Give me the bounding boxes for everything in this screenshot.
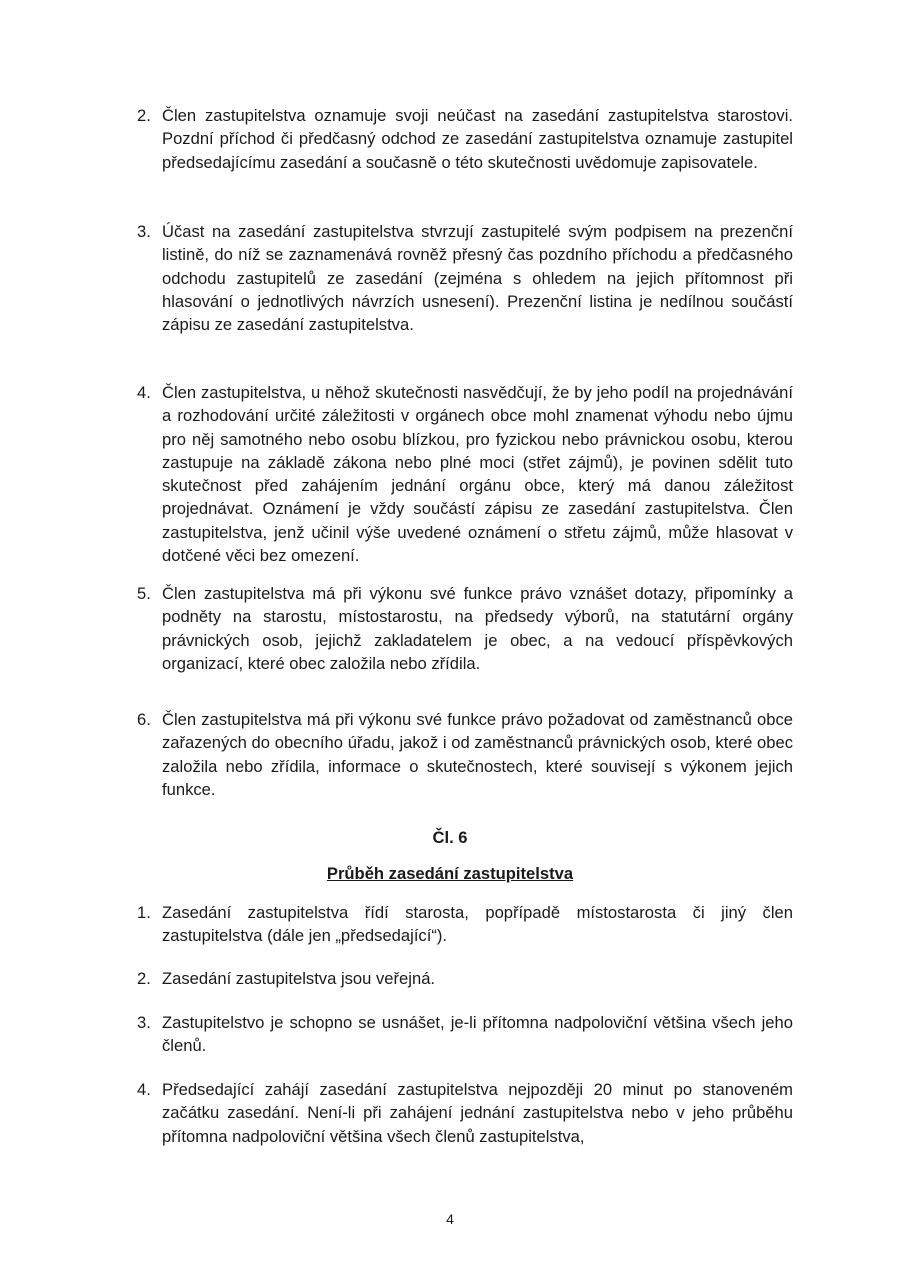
- list-item: [137, 1078, 793, 1148]
- list-item: [137, 967, 793, 990]
- list-item: [137, 708, 793, 801]
- item-number: 2.: [137, 106, 151, 125]
- list-item: [137, 220, 793, 336]
- list-item: [137, 104, 793, 174]
- item-text: Člen zastupitelstva má při výkonu své funkce právo požadovat od zaměstnanců obce zařazených do obecního úřadu, jakož i od zaměstnanců právnických osob, které obec založila nebo zřídila, informace o skutečnostech, které souvisejí s výkonem jejich funkce.: [162, 710, 793, 799]
- item-text: Předsedající zahájí zasedání zastupitelstva nejpozději 20 minut po stanoveném začátku zasedání. Není-li při zahájení jednání zastupitelstva nebo v jeho průběhu přítomna nadpoloviční většina všech členů zastupitelstva,: [162, 1080, 793, 1146]
- item-text: Zastupitelstvo je schopno se usnášet, je-li přítomna nadpoloviční většina všech jeho členů.: [162, 1013, 793, 1056]
- page-number: 4: [446, 1211, 454, 1227]
- list-item: [137, 901, 793, 948]
- item-text: Zasedání zastupitelstva řídí starosta, popřípadě místostarosta či jiný člen zastupitelstva (dále jen „předsedající“).: [162, 903, 793, 946]
- item-number: 5.: [137, 584, 151, 603]
- item-number: 3.: [137, 222, 151, 241]
- article-title-text: Průběh zasedání zastupitelstva: [326, 864, 574, 883]
- item-number: 6.: [137, 710, 151, 729]
- item-number: 2.: [137, 969, 151, 988]
- item-text: Člen zastupitelstva má při výkonu své funkce právo vznášet dotazy, připomínky a podněty na starostu, místostarostu, na předsedy výborů, na statutární orgány právnických osob, jejichž zakladatelem je obec, a na vedoucí příspěvkových organizací, které obec založila nebo zřídila.: [162, 584, 793, 673]
- item-number: 3.: [137, 1013, 151, 1032]
- item-number: 4.: [137, 383, 151, 402]
- list-item: [137, 1011, 793, 1058]
- item-number: 4.: [137, 1080, 151, 1099]
- item-text: Člen zastupitelstva oznamuje svoji neúčast na zasedání zastupitelstva starostovi. Pozdní příchod či předčasný odchod ze zasedání zastupitelstva oznamuje zastupitel předsedajícímu zasedání a současně o této skutečnosti uvědomuje zapisovatele.: [162, 106, 793, 172]
- item-text: Zasedání zastupitelstva jsou veřejná.: [162, 969, 436, 988]
- article-title: [0, 864, 900, 884]
- list-item: [137, 381, 793, 567]
- item-number: 1.: [137, 903, 151, 922]
- list-item: [137, 582, 793, 675]
- item-text: Člen zastupitelstva, u něhož skutečnosti nasvědčují, že by jeho podíl na projednávání a rozhodování určité záležitosti v orgánech obce mohl znamenat výhodu nebo újmu pro něj samotného nebo osobu blízkou, pro fyzickou nebo právnickou osobu, kterou zastupuje na základě zákona nebo plné moci (střet zájmů), je povinen sdělit tuto skutečnost před zahájením jednání orgánu obce, který má danou záležitost projednávat. Oznámení je vždy součástí zápisu ze zasedání zastupitelstva. Člen zastupitelstva, jenž učinil výše uvedené oznámení o střetu zájmů, může hlasovat v dotčené věci bez omezení.: [162, 383, 793, 566]
- item-text: Účast na zasedání zastupitelstva stvrzují zastupitelé svým podpisem na prezenční listině, do níž se zaznamenává rovněž přesný čas pozdního příchodu a předčasného odchodu zastupitelů ze zasedání (zejména s ohledem na jejich přítomnost při hlasování o jednotlivých návrzích usnesení). Prezenční listina je nedílnou součástí zápisu ze zasedání zastupitelstva.: [162, 222, 793, 335]
- article-number: Čl. 6: [432, 828, 468, 847]
